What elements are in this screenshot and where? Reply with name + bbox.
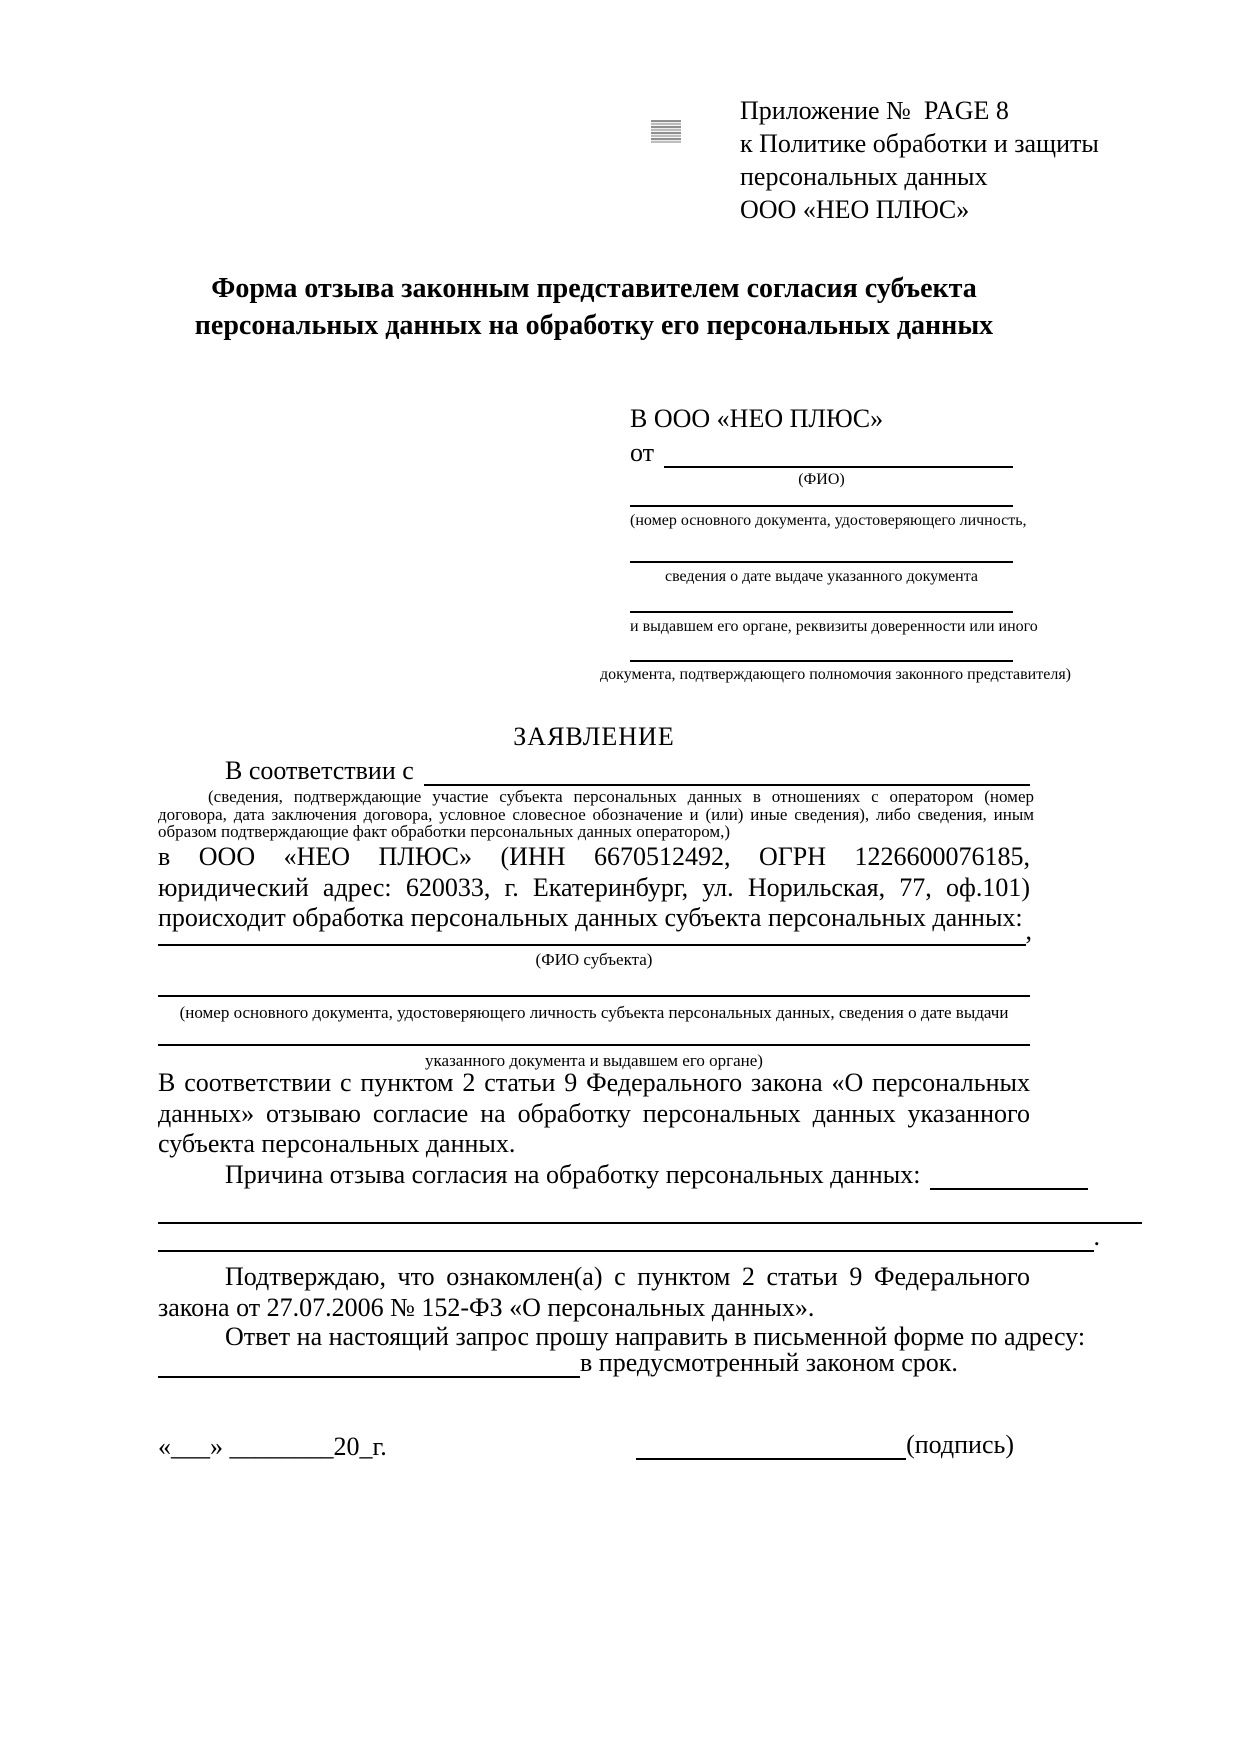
reason-blank-line <box>930 1188 1088 1190</box>
addressee-blank-line <box>630 660 1013 662</box>
subject-doc-blank-line <box>158 995 1030 997</box>
addressee-blank-line <box>630 505 1013 507</box>
addressee-caption-authority-doc: документа, подтверждающего полномочия законного представителя) <box>600 666 1071 683</box>
subject-fio-blank-line <box>158 944 1026 946</box>
operator-paragraph: в ООО «НЕО ПЛЮС» (ИНН 6670512492, ОГРН 1226600076185, юридический адрес: 620033, г. Екатеринбург, ул. Норильская, 77, оф.101) происходит обработка персональных данных субъекта персональных данных: <box>158 842 1030 932</box>
addressee-blank-line <box>630 561 1013 563</box>
reason-blank-line-2 <box>158 1222 1142 1224</box>
subject-fio-caption: (ФИО субъекта) <box>535 950 653 969</box>
signature-row <box>636 1430 1014 1460</box>
document-title: Форма отзыва законным представителем согласия субъекта персональных данных на обработку его персональных данных <box>194 273 994 341</box>
addressee-caption-doc-number: (номер основного документа, удостоверяющего личность, <box>630 512 1027 529</box>
subject-fio-row <box>158 918 1032 946</box>
confirm-paragraph: Подтверждаю, что ознакомлен(а) с пунктом 2 статьи 9 Федерального закона от 27.07.2006 № 152-ФЗ «О персональных данных». <box>158 1262 1030 1322</box>
fine-print-caption: (сведения, подтверждающие участие субъекта персональных данных в отношениях с оператором (номер договора, дата заключения договора, условное словесное обозначение и (или) иные сведения), либо сведения, иным образом подтверждающие факт обработки персональных данных оператором,) <box>158 787 1034 841</box>
accordance-blank-line <box>424 784 1030 786</box>
header-line-company: ООО «НЕО ПЛЮС» <box>740 195 970 224</box>
addressee-caption-issuer: и выдавшем его органе, реквизиты доверенности или иного <box>630 618 1038 635</box>
subject-doc-caption-line1: (номер основного документа, удостоверяющего личность субъекта персональных данных, сведения о дате выдачи <box>179 1003 1009 1022</box>
header-line-policy: к Политике обработки и защиты <box>740 129 1099 158</box>
subject-doc-blank-line <box>158 1044 1030 1046</box>
reply-paragraph-line2: в предусмотренный законом срок. <box>580 1348 958 1377</box>
addressee-caption-issue-date: сведения о дате выдаче указанного документа <box>664 568 979 585</box>
signature-caption: (подпись) <box>906 1430 1014 1459</box>
field-code-marks-icon <box>651 120 681 143</box>
reply-paragraph-line1: Ответ на настоящий запрос прошу направить в письменной форме по адресу: <box>225 1322 1086 1351</box>
statement-heading: ЗАЯВЛЕНИЕ <box>513 722 675 751</box>
withdrawal-paragraph: В соответствии с пунктом 2 статьи 9 Федерального закона «О персональных данных» отзываю согласие на обработку персональных данных указанного субъекта персональных данных. <box>158 1068 1030 1158</box>
addressee-from-row <box>630 438 1013 468</box>
from-fio-blank-line <box>664 466 1013 468</box>
reply-address-blank-line <box>158 1376 580 1378</box>
date-fill-in: «___» ________20_г. <box>158 1432 387 1461</box>
from-label: от <box>630 438 655 467</box>
reason-label: Причина отзыва согласия на обработку персональных данных: <box>225 1160 921 1189</box>
signature-blank-line <box>636 1458 906 1460</box>
addressee-blank-line <box>630 611 1013 613</box>
document-header <box>740 94 1099 226</box>
reason-end-period: . <box>1093 1222 1100 1251</box>
accordance-label: В соответствии с <box>225 756 414 785</box>
subject-trailing-comma: , <box>1025 916 1032 945</box>
fio-caption: (ФИО) <box>798 471 845 488</box>
reply-paragraph-line2-row <box>158 1348 1030 1378</box>
header-line-personal-data: персональных данных <box>740 162 988 191</box>
reason-row <box>158 1160 1088 1190</box>
reason-blank-line-3-row <box>158 1222 1100 1252</box>
accordance-row <box>158 754 1030 786</box>
header-line-appendix: Приложение № PAGE 8 <box>740 96 1009 125</box>
reason-blank-line-3 <box>158 1250 1094 1252</box>
addressee-company: В ООО «НЕО ПЛЮС» <box>630 404 884 433</box>
subject-doc-caption-line2: указанного документа и выдавшем его органе) <box>425 1051 763 1070</box>
